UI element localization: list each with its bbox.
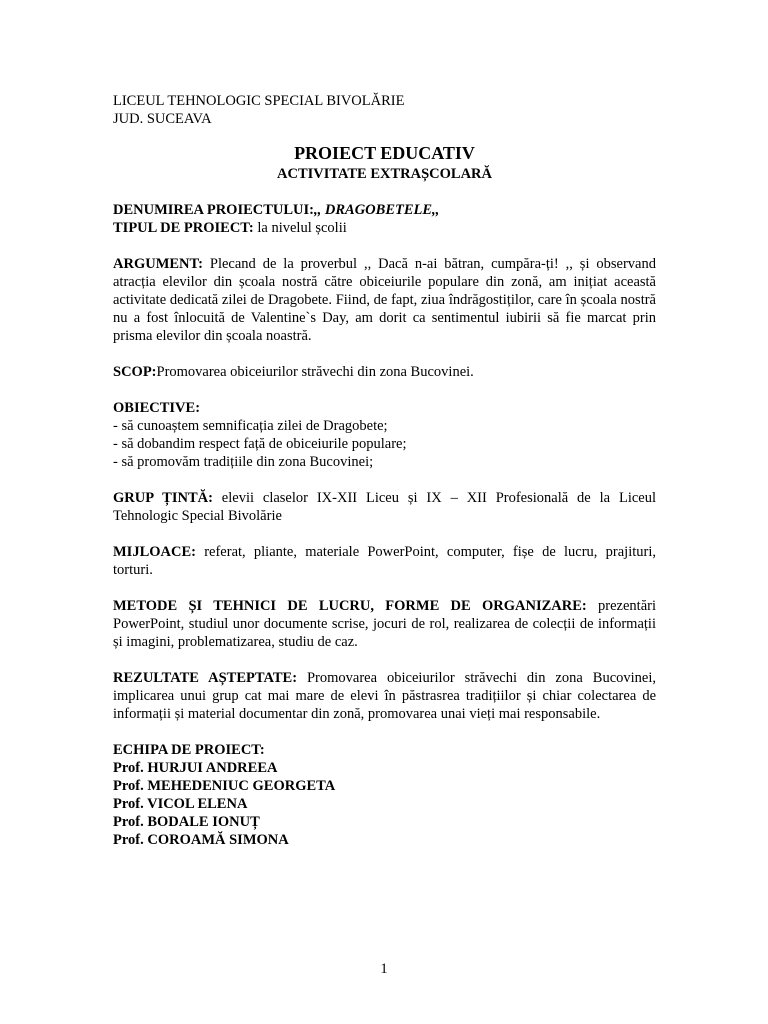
results-paragraph [113,669,656,723]
county-name: JUD. SUCEAVA [113,111,212,127]
results-text: Promovarea obiceiurilor străvechi din zona Bucovinei, implicarea unui grup cat mai mare de elevi în păstrasrea tradițiilor și chiar colectarea de informații și material documentar din zonă, promovarea unai vieți mai responsabile. [113,670,656,722]
project-name-line [113,201,656,219]
argument-text: Plecand de la proverbul ,, Dacă n-ai bătran, cumpăra-ți! ,, și observand atracția elevilor din școala nostră către obiceiurile populare din zonă, am inițiat această activitate dedicată zilei de Dragobete. Fiind, de fapt, ziua îndrăgostiților, care în școala nostră nu a fost înlocuită de Valentine`s Day, am dorit ca sentimentul iubirii să fie marcat prin prisma elevilor din școala noastră. [113,256,656,344]
results-label: REZULTATE AȘTEPTATE: [113,670,298,686]
project-type-line [113,219,656,237]
page-number: 1 [380,961,388,977]
school-name: LICEUL TEHNOLOGIC SPECIAL BIVOLĂRIE [113,93,405,109]
objective-item: - să promovăm tradițiile din zona Bucovinei; [113,454,374,470]
scope-text: Promovarea obiceiurilor străvechi din zona Bucovinei. [156,364,474,380]
project-type-value: la nivelul școlii [253,220,347,236]
project-name-label: DENUMIREA PROIECTULUI: [113,202,315,218]
team-member: Prof. COROAMĂ SIMONA [113,832,289,848]
scope-paragraph [113,363,656,381]
project-name-value: ,, DRAGOBETELE,, [314,202,440,218]
objective-item: - să cunoaștem semnificația zilei de Dragobete; [113,418,388,434]
target-group-label: GRUP ȚINTĂ: [113,490,213,506]
methods-label: METODE ȘI TEHNICI DE LUCRU, FORME DE ORGANIZARE: [113,598,587,614]
target-group-paragraph [113,489,656,525]
document-title: PROIECT EDUCATIV [294,143,475,163]
resources-paragraph [113,543,656,579]
objective-item: - să dobandim respect față de obiceiurile populare; [113,436,407,452]
target-group-text: elevii claselor IX-XII Liceu și IX – XII Profesională de la Liceul Tehnologic Special Bivolărie [113,490,656,524]
methods-text: prezentări PowerPoint, studiul unor documente scrise, jocuri de rol, realizarea de colecții de informații și imagini, problematizarea, studiu de caz. [113,598,656,650]
team-member: Prof. VICOL ELENA [113,796,248,812]
scope-label: SCOP: [113,364,157,380]
argument-paragraph [113,255,656,345]
resources-text: referat, pliante, materiale PowerPoint, computer, fișe de lucru, prajituri, torturi. [113,544,656,578]
team-member: Prof. HURJUI ANDREEA [113,760,278,776]
team-label: ECHIPA DE PROIECT: [113,742,265,758]
argument-label: ARGUMENT: [113,256,203,272]
methods-paragraph [113,597,656,651]
team-member: Prof. BODALE IONUȚ [113,814,260,830]
document-page [113,92,656,849]
project-type-label: TIPUL DE PROIECT: [113,220,254,236]
team-member: Prof. MEHEDENIUC GEORGETA [113,778,336,794]
resources-label: MIJLOACE: [113,544,196,560]
document-subtitle: ACTIVITATE EXTRAȘCOLARĂ [277,166,492,182]
objectives-label: OBIECTIVE: [113,400,201,416]
